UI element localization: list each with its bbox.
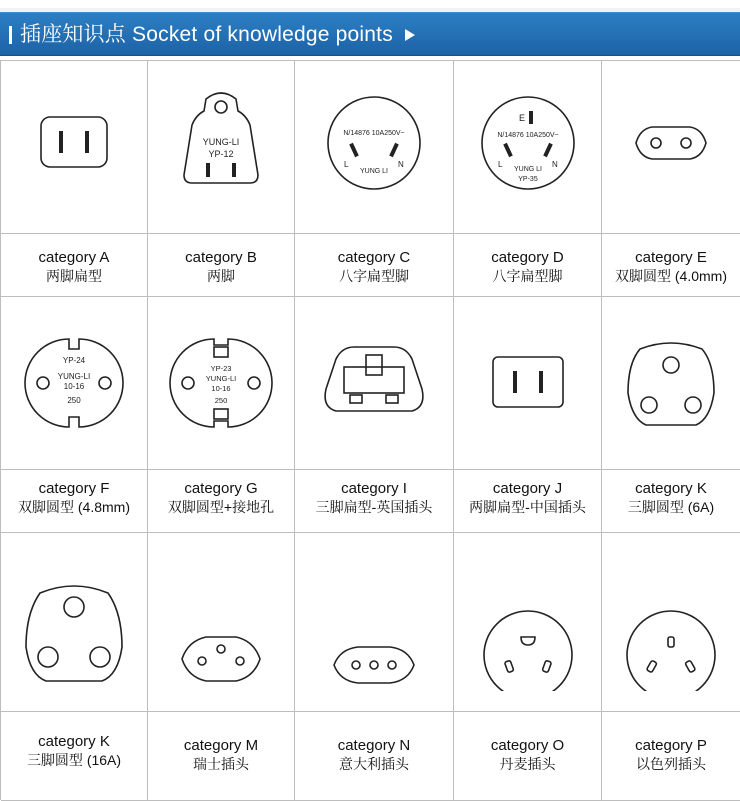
socket-brand-mark: YUNG-LI <box>57 372 91 381</box>
two-flat-pin-socket-icon <box>19 79 129 209</box>
category-label: category I <box>341 480 407 497</box>
category-label: category G <box>184 480 258 497</box>
header-accent-mark <box>9 26 12 44</box>
socket-current-mark: 10-16 <box>63 382 85 391</box>
grid-cell-i <box>295 297 454 533</box>
live-mark: L <box>497 160 502 169</box>
grid-cell-p <box>602 533 740 801</box>
grid-cell-e <box>602 61 740 297</box>
socket-grid <box>0 60 740 800</box>
play-arrow-icon <box>405 29 415 41</box>
neutral-mark: N <box>398 160 404 169</box>
category-description: 两脚 <box>207 268 235 284</box>
live-mark: L <box>344 160 349 169</box>
three-round-pin-6a-socket-icon <box>616 323 726 443</box>
angled-flat-pin-socket-icon <box>314 83 434 203</box>
three-round-pin-16a-socket-icon <box>14 571 134 691</box>
grid-cell-g <box>148 297 295 533</box>
category-description: 三脚圆型 (16A) <box>26 752 122 768</box>
grid-cell-m <box>148 533 295 801</box>
category-label: category C <box>337 249 411 266</box>
category-description: 八字扁型脚 <box>492 268 563 284</box>
category-label: category N <box>337 737 411 754</box>
adapter-model-mark: YP-12 <box>208 149 234 159</box>
category-description: 八字扁型脚 <box>339 268 409 284</box>
grid-cell-o <box>454 533 602 801</box>
category-description: 三脚扁型-英国插头 <box>315 499 433 515</box>
header-bar <box>0 12 740 56</box>
danish-socket-icon <box>473 571 583 691</box>
header-banner <box>0 0 740 62</box>
category-description: 双脚圆型 (4.0mm) <box>615 268 727 284</box>
grid-cell-k-6a <box>602 297 740 533</box>
category-label: category D <box>491 249 564 266</box>
socket-current-mark: 10-16 <box>211 384 231 393</box>
category-description: 丹麦插头 <box>499 756 556 772</box>
socket-model-mark: YP-24 <box>62 356 86 365</box>
italian-socket-icon <box>314 571 434 691</box>
grid-cell-j <box>454 297 602 533</box>
socket-rating-mark: N/14876 10A250V~ <box>496 132 559 139</box>
category-description: 双脚圆型 (4.8mm) <box>18 499 130 515</box>
schuko-socket-icon <box>19 329 129 439</box>
earth-mark: E <box>518 113 525 123</box>
category-label: category K <box>635 480 707 497</box>
socket-voltage-mark: 250 <box>214 396 228 405</box>
category-description: 双脚圆型+接地孔 <box>167 499 275 515</box>
socket-brand-mark: YUNG LI <box>359 168 389 175</box>
grid-cell-a <box>1 61 148 297</box>
page-title: 插座知识点 Socket of knowledge points <box>20 23 393 46</box>
two-round-pin-socket-icon <box>616 79 726 209</box>
socket-voltage-mark: 250 <box>67 396 81 405</box>
category-description: 瑞士插头 <box>193 756 249 772</box>
category-label: category J <box>492 480 563 497</box>
israeli-socket-icon <box>616 571 726 691</box>
grid-cell-n <box>295 533 454 801</box>
grid-cell-f <box>1 297 148 533</box>
schuko-ground-socket-icon <box>166 329 276 439</box>
socket-brand-mark: YUNG-LI <box>205 374 237 383</box>
category-description: 意大利插头 <box>339 756 409 772</box>
category-label: category O <box>490 737 565 754</box>
category-description: 三脚圆型 (6A) <box>627 499 715 515</box>
category-label: category A <box>38 249 110 266</box>
swiss-socket-icon <box>166 571 276 691</box>
grid-cell-b <box>148 61 295 297</box>
category-label: category M <box>183 737 259 754</box>
category-description: 以色列插头 <box>636 756 706 772</box>
category-label: category P <box>635 737 707 754</box>
socket-brand-mark: YUNG LI <box>513 166 542 173</box>
grid-cell-k-16a <box>1 533 148 801</box>
category-label: category K <box>38 733 110 750</box>
socket-model-mark: YP-35 <box>517 176 538 183</box>
category-description: 两脚扁型 <box>46 268 102 284</box>
two-pin-adapter-icon <box>166 79 276 219</box>
uk-three-pin-socket-icon <box>314 327 434 437</box>
category-label: category B <box>185 249 257 266</box>
category-label: category F <box>38 480 110 497</box>
angled-flat-pin-ground-socket-icon <box>468 83 588 203</box>
china-two-flat-pin-socket-icon <box>473 327 583 437</box>
category-description: 两脚扁型-中国插头 <box>469 499 586 515</box>
neutral-mark: N <box>551 160 558 169</box>
grid-cell-d <box>454 61 602 297</box>
socket-rating-mark: N/14876 10A250V~ <box>343 130 405 137</box>
adapter-brand-mark: YUNG-LI <box>202 137 240 147</box>
grid-cell-c <box>295 61 454 297</box>
category-label: category E <box>635 249 707 266</box>
socket-model-mark: YP-23 <box>210 364 232 373</box>
